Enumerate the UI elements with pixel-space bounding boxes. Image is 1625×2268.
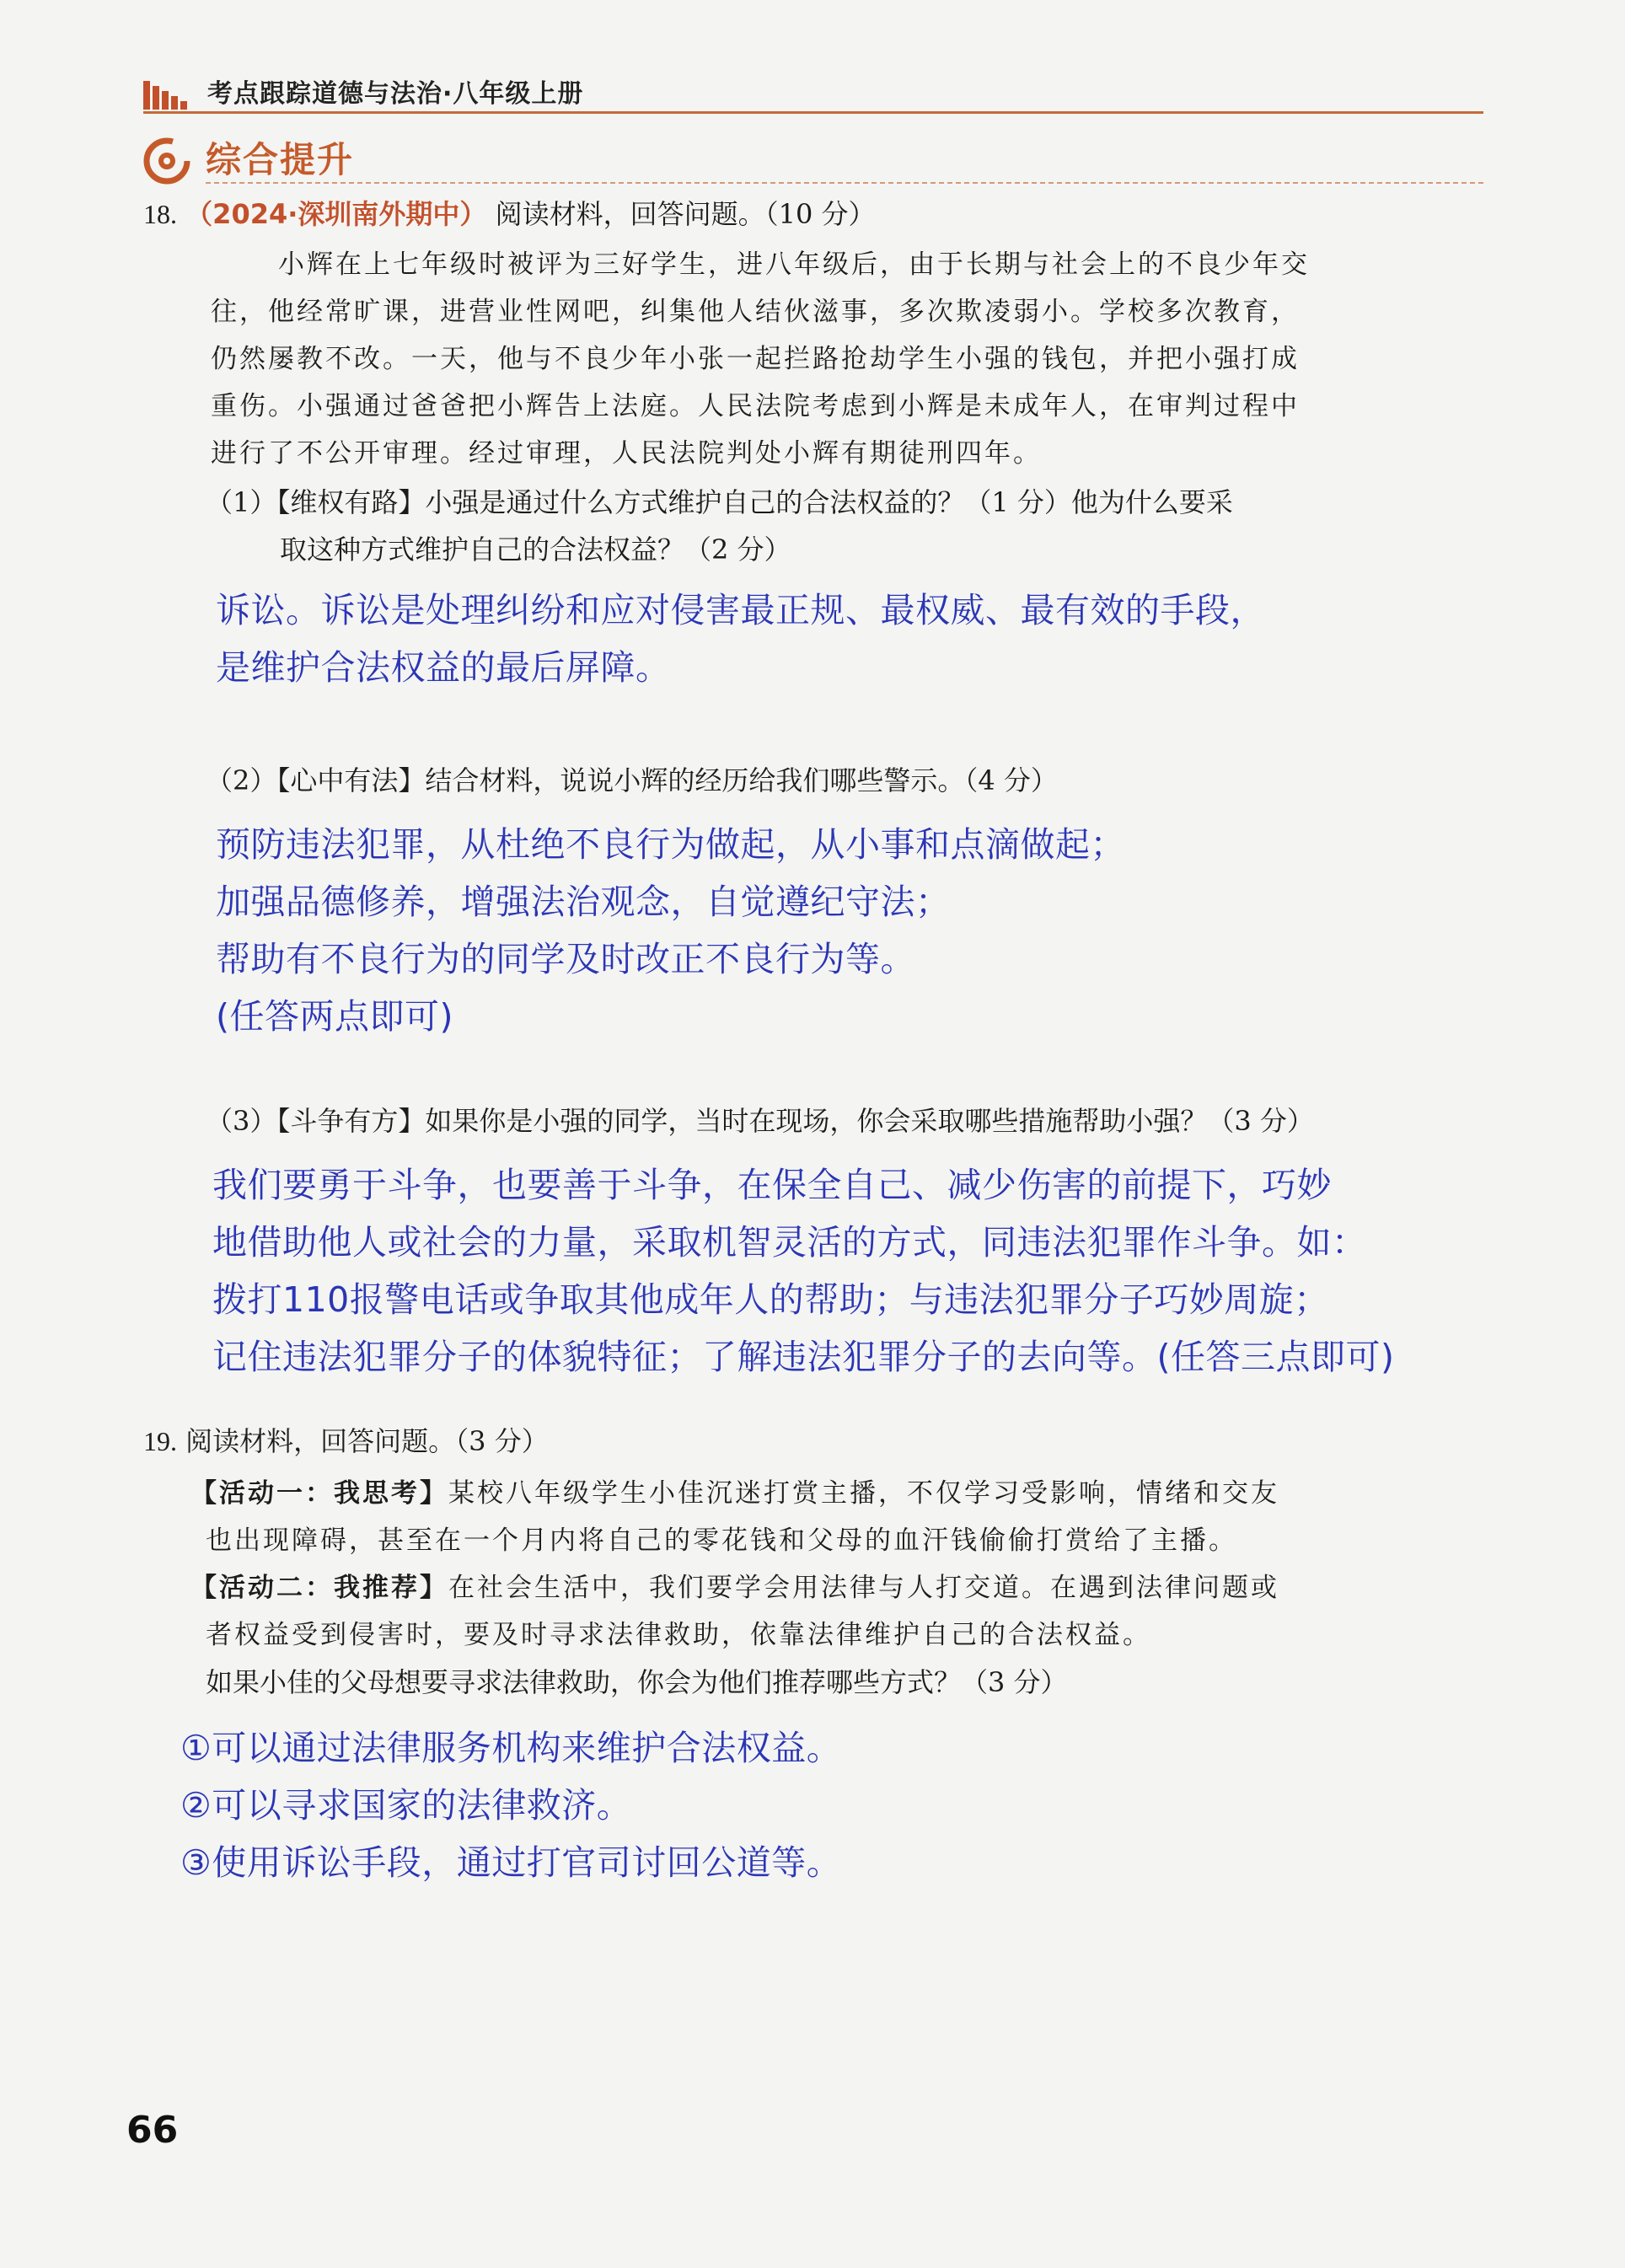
q18-sub3-answer-line: 地借助他人或社会的力量，采取机智灵活的方式，同违法犯罪作斗争。如： xyxy=(212,1222,1367,1263)
q18-sub1-question: （1）【维权有路】小强是通过什么方式维护自己的合法权益的？（1 分）他为什么要采 xyxy=(206,486,1233,518)
q18-sub1-question-cont: 取这种方式维护自己的合法权益？（2 分） xyxy=(280,533,791,566)
q19-activity2-label: 【活动二：我推荐】 xyxy=(190,1573,448,1603)
q18-sub3-answer-line: 记住违法犯罪分子的体貌特征；了解违法犯罪分子的去向等。(任答三点即可) xyxy=(212,1337,1395,1377)
q19-activity1-text: 某校八年级学生小佳沉迷打赏主播，不仅学习受影响，情绪和交友 xyxy=(448,1478,1279,1509)
q18-prompt: 阅读材料，回答问题。（10 分） xyxy=(495,198,876,230)
q18-sub1-answer-line: 诉讼。诉讼是处理纠纷和应对侵害最正规、最权威、最有效的手段， xyxy=(216,590,1265,630)
q18-sub2-question: （2）【心中有法】结合材料，说说小辉的经历给我们哪些警示。（4 分） xyxy=(206,764,1058,796)
page-number: 66 xyxy=(126,2109,179,2152)
q18-material-line: 仍然屡教不改。一天，他与不良少年小张一起拦路抢劫学生小强的钱包，并把小强打成 xyxy=(211,344,1300,374)
q18-sub1-answer-line: 是维护合法权益的最后屏障。 xyxy=(216,647,671,688)
section-divider xyxy=(206,182,1483,184)
q18-sub2-answer-line: 预防违法犯罪，从杜绝不良行为做起，从小事和点滴做起； xyxy=(216,824,1125,865)
header-divider xyxy=(143,111,1483,114)
q18-material-line: 重伤。小强通过爸爸把小辉告上法庭。人民法院考虑到小辉是未成年人，在审判过程中 xyxy=(211,391,1300,421)
q19-activity1 xyxy=(190,1470,1279,1517)
q18-source: （2024·深圳南外期中） xyxy=(185,198,487,230)
q18-material-line: 往，他经常旷课，进营业性网吧，纠集他人结伙滋事，多次欺凌弱小。学校多次教育， xyxy=(211,297,1300,327)
q18-header xyxy=(143,194,875,234)
q19-activity2-cont: 者权益受到侵害时，要及时寻求法律救助，依靠法律维护自己的合法权益。 xyxy=(206,1620,1151,1650)
q19-activity2 xyxy=(190,1564,1279,1611)
q19-answer-line: ②可以寻求国家的法律救济。 xyxy=(180,1785,632,1826)
q18-sub2-answer-line: 加强品德修养，增强法治观念，自觉遵纪守法； xyxy=(216,882,951,922)
q19-header xyxy=(143,1421,549,1461)
target-icon xyxy=(143,137,190,185)
q18-sub3-question: （3）【斗争有方】如果你是小强的同学，当时在现场，你会采取哪些措施帮助小强？（3 分） xyxy=(206,1105,1314,1137)
q18-material-line: 小辉在上七年级时被评为三好学生，进八年级后，由于长期与社会上的不良少年交 xyxy=(278,249,1310,280)
q18-sub2-answer-line: (任答两点即可) xyxy=(216,996,453,1037)
bar-chart-logo-icon xyxy=(143,81,189,110)
q19-answer-line: ①可以通过法律服务机构来维护合法权益。 xyxy=(180,1728,842,1768)
q18-material-line: 进行了不公开审理。经过审理，人民法院判处小辉有期徒刑四年。 xyxy=(211,438,1042,469)
q19-activity2-text: 在社会生活中，我们要学会用法律与人打交道。在遇到法律问题或 xyxy=(448,1573,1279,1603)
section-title: 综合提升 xyxy=(206,139,355,180)
q18-number: 18. xyxy=(143,199,177,229)
q19-activity1-label: 【活动一：我思考】 xyxy=(190,1478,448,1509)
q19-prompt: 阅读材料，回答问题。（3 分） xyxy=(185,1425,549,1457)
q19-question: 如果小佳的父母想要寻求法律救助，你会为他们推荐哪些方式？（3 分） xyxy=(206,1666,1068,1698)
q19-answer-line: ③使用诉讼手段，通过打官司讨回公道等。 xyxy=(180,1842,842,1883)
q18-sub3-answer-line: 我们要勇于斗争，也要善于斗争，在保全自己、减少伤害的前提下，巧妙 xyxy=(212,1165,1332,1205)
header-title: 考点跟踪道德与法治·八年级上册 xyxy=(207,79,584,109)
q19-number: 19. xyxy=(143,1426,177,1456)
q19-activity1-cont: 也出现障碍，甚至在一个月内将自己的零花钱和父母的血汗钱偷偷打赏给了主播。 xyxy=(206,1525,1237,1556)
q18-sub3-answer-line: 拨打110报警电话或争取其他成年人的帮助；与违法犯罪分子巧妙周旋； xyxy=(212,1279,1329,1320)
q18-sub2-answer-line: 帮助有不良行为的同学及时改正不良行为等。 xyxy=(216,939,915,979)
